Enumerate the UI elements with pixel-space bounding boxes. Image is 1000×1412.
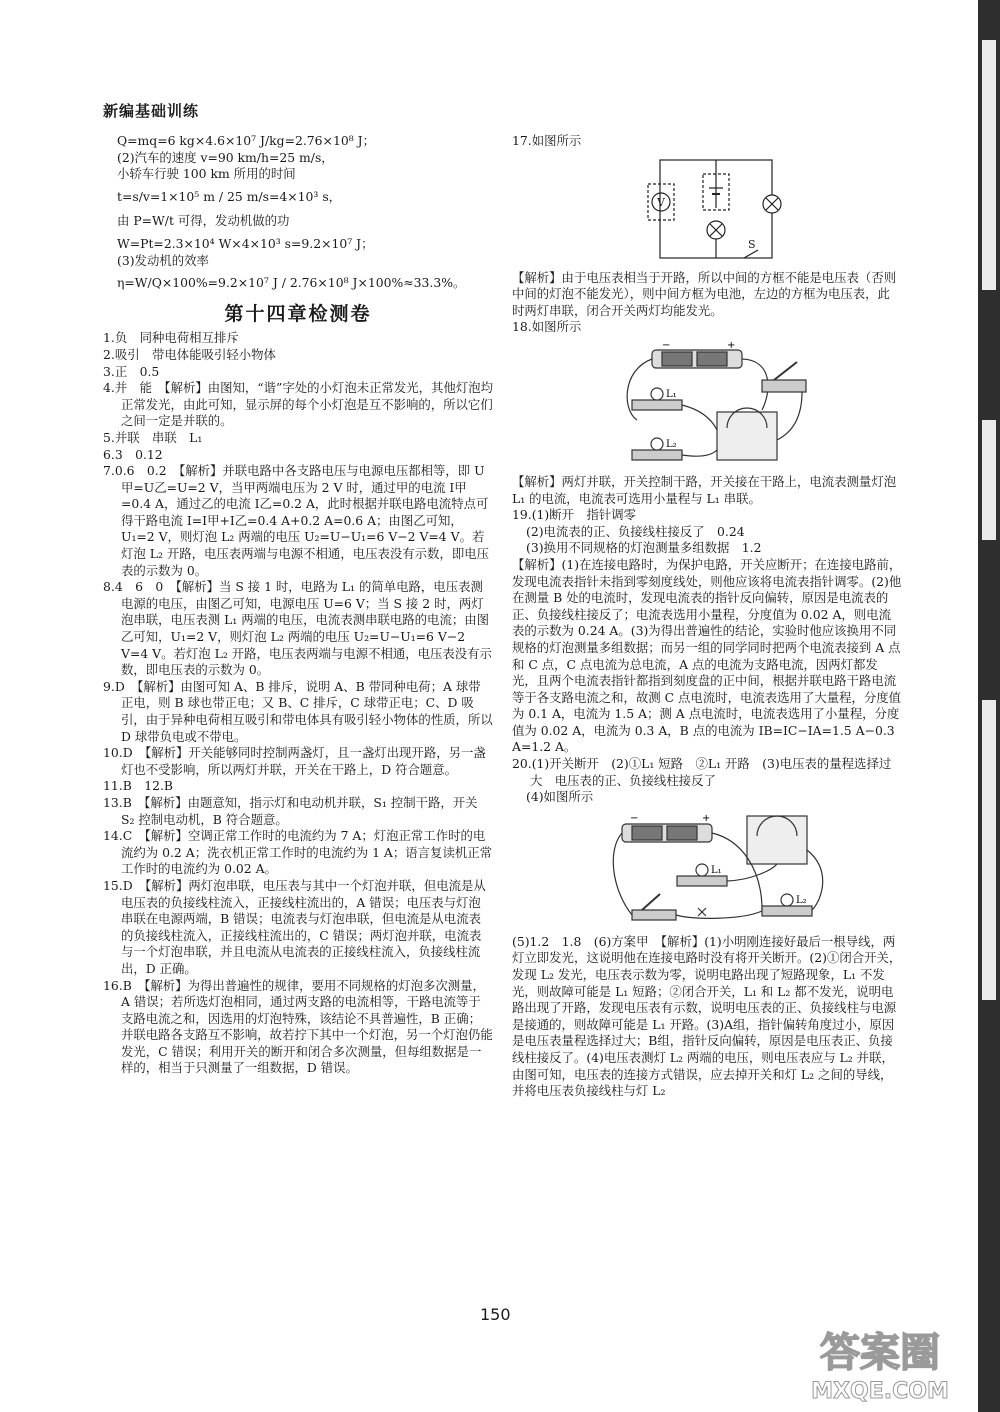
battery-icon bbox=[632, 826, 662, 840]
q17-analysis: 【解析】由于电压表相当于开路，所以中间的方框不能是电压表（否则中间的灯泡不能发光），则中间方框为电池，左边的方框为电压表，此时两灯串联，闭合开关两灯均能发光。 bbox=[512, 269, 897, 318]
switch-label: S bbox=[748, 237, 756, 251]
solution-line: (2)汽车的速度 v=90 km/h=25 m/s， bbox=[117, 149, 334, 165]
solution-line: η=W/Q×100%=9.2×10⁷ J / 2.76×10⁸ J×100%≈33.3%。 bbox=[117, 275, 466, 291]
answer-item: 8.4 6 0 【解析】当 S 接 1 时，电路为 L₁ 的简单电路，电压表测电源的电压，由图乙可知，电源电压 U=6 V；当 S 接 2 时，两灯泡串联，电压表测 L₁ 两端的电压，电流表测串联电路的电流；由图乙可知，U₁=2 V，则灯泡 L₂ 两端的电压 U₂=U−U₁=6 V−2 V=4 V。若灯泡 L₂ 开路，电压表两端与电源不相通，电压表没有示数，即电压表的示数为 0。 bbox=[103, 579, 492, 678]
solution-line: Q=mq=6 kg×4.6×10⁷ J/kg=2.76×10⁸ J； bbox=[117, 133, 375, 148]
watermark-logo bbox=[770, 1318, 990, 1406]
l1-label: L₁ bbox=[711, 864, 722, 876]
l2-label: L₂ bbox=[796, 894, 807, 906]
solution-line: 小轿车行驶 100 km 所用的时间 bbox=[117, 166, 296, 182]
watermark-url: MXQE.COM bbox=[811, 1379, 949, 1404]
answer-item: 9.D 【解析】由图可知 A、B 排斥，说明 A、B 带同种电荷；A 球带正电，则 B 球也带正电；又 B、C 排斥，C 球带正电；C、D 吸引，由于异种电荷相互吸引和带电体具有吸引轻小物体的性质，所以 D 球带负电或不带电。 bbox=[103, 678, 493, 744]
voltmeter-label: V bbox=[657, 195, 665, 209]
q20-analysis: (5)1.2 1.8 (6)方案甲 【解析】(1)小明刚连接好最后一根导线，两灯立即发光，这说明他在连接电路时没有将开关断开。(2)①闭合开关，发现 L₂ 发光，电压表示数为零，说明电路出现了短路现象，L₁ 不发光，则故障可能是 L₁ 短路；②闭合开关，L₁ 和 L₂ 都不发光，说明电路出现了开路，发现电压表有示数，说明电压表的正、负接线柱与电源是接通的，则故障可能是 L₁ 开路。(3)A组，指针偏转角度过小，原因是电压表量程选择过大；B组，指针反向偏转，原因是电压表正、负接线柱接反了。(4)电压表测灯 L₂ 两端的电压，则电压表应与 L₂ 并联，由图可知，电压表的连接方式错误，应去掉开关和灯 L₂ 之间的导线，并将电压表负接线柱与灯 L₂ bbox=[512, 933, 902, 1099]
plus-label: + bbox=[702, 812, 711, 824]
q19-line: (2)电流表的正、负接线柱接反了 0.24 bbox=[526, 523, 745, 539]
q18-circuit-photo bbox=[512, 340, 902, 470]
l2-label: L₂ bbox=[666, 438, 677, 450]
answer-item: 16.B 【解析】为得出普遍性的规律，要用不同规格的灯泡多次测量，A 错误；若所选灯泡相同，通过两支路的电流相等，干路电流等于支路电流之和，因选用的灯泡特殊，该结论不具普遍性，B 正确；并联电路各支路互不影响，故若拧下其中一个灯泡，另一个灯泡仍能发光，C 错误；利用开关的断开和闭合多次测量，但每组数据是一样的，相当于只测量了一组数据，D 错误。 bbox=[103, 977, 493, 1076]
circuit-wire bbox=[613, 833, 632, 915]
q18-analysis: 【解析】两灯并联，开关控制干路，开关接在干路上，电流表测量灯泡 L₁ 的电流，电流表可选用小量程与 L₁ 串联。 bbox=[512, 473, 897, 506]
right-column bbox=[512, 133, 902, 1100]
answer-item: 5.并联 串联 L₁ bbox=[103, 429, 203, 445]
answer-item: 10.D 【解析】开关能够同时控制两盏灯，且一盏灯出现开路，另一盏灯也不受影响，所以两灯并联，开关在干路上，D 符合题意。 bbox=[103, 745, 486, 777]
lamp-icon bbox=[651, 388, 663, 400]
answer-item: 15.D 【解析】两灯泡串联，电压表与其中一个灯泡并联，但电流是从电压表的负接线柱流入，正接线柱流出的，A 错误；电压表与灯泡串联在电源两端，B 错误；电流表与灯泡串联，但电流是从电流表的负接线柱流入，正接线柱流出的，C 错误；两灯泡并联，电流表与一个灯泡串联，并且电流从电流表的正接线柱流入，负接线柱流出，D 正确。 bbox=[103, 877, 486, 976]
page-header: 新编基础训练 bbox=[103, 102, 200, 120]
answer-item: 7.0.6 0.2 【解析】并联电路中各支路电压与电源电压都相等，即 U甲=U乙=U=2 V，当甲两端电压为 2 V 时，通过甲的电流 I甲=0.4 A，通过乙的电流 I乙=0.2 A，此时根据并联电路电流特点可得干路电流 I=I甲+I乙=0.4 A+0.2 A=0.6 A；由图乙可知，U₁=2 V，则灯泡 L₂ 两端的电压 U₂=U−U₁=6 V−2 V=4 V。若灯泡 L₂ 开路，电压表两端与电源不相通，电压表没有示数，即电压表的示数为 0。 bbox=[103, 463, 490, 578]
q20-circuit-svg bbox=[512, 810, 902, 930]
circuit-wire bbox=[682, 450, 717, 456]
ammeter-icon bbox=[717, 412, 777, 460]
circuit-wire bbox=[627, 359, 652, 420]
answer-item: 11.B 12.B bbox=[103, 778, 174, 794]
circuit-wire bbox=[682, 405, 717, 430]
answer-item: 4.并 能 【解析】由图知，“谐”字处的小灯泡未正常发光，其他灯泡均正常发光，由此可知，显示屏的每个小灯泡是互不影响的，所以它们之间一定是并联的。 bbox=[103, 380, 494, 429]
solution-line: W=Pt=2.3×10⁴ W×4×10³ s=9.2×10⁷ J； bbox=[117, 235, 374, 251]
circuit-wire bbox=[676, 911, 762, 918]
q17-title: 17.如图所示 bbox=[512, 133, 582, 148]
plus-label: + bbox=[727, 339, 736, 351]
lamp-icon bbox=[651, 438, 663, 450]
answer-list bbox=[103, 330, 493, 1077]
answer-item: 3.正 0.5 bbox=[103, 363, 160, 379]
answer-item: 6.3 0.12 bbox=[103, 446, 163, 462]
minus-label: − bbox=[662, 339, 671, 351]
switch-lever-icon bbox=[774, 362, 797, 380]
chapter-title: 第十四章检测卷 bbox=[224, 302, 372, 325]
q19-line: 19.(1)断开 指针调零 bbox=[512, 507, 636, 523]
switch-icon bbox=[744, 250, 758, 258]
lamp-holder-icon bbox=[677, 876, 727, 886]
solution-continuation bbox=[103, 133, 493, 292]
q20-line: (4)如图所示 bbox=[526, 789, 594, 805]
q19-analysis: 【解析】(1)在连接电路时，为保护电路，开关应断开；在连接电路前，发现电流表指针未指到零刻度线处，则他应该将电流表指针调零。(2)他在测量 B 处的电流时，发现电流表的指针反向偏转，原因是电流表的正、负接线柱接反了；电流表选用小量程，分度值为 0.02 A，则电流表的示数为 0.24 A。(3)为得出普遍性的结论，实验时他应该换用不同规格的灯泡测量多组数据；而另一组的同学同时把两个电流表接到 A 点和 C 点，C 点电流为总电流，A 点的电流为支路电流，因两灯都发光，且两个电流表指针都指到刻度盘的正中间，根据并联电路干路电流等于各支路电流之和，故测 C 点电流时，电流表选用了大量程，分度值为 0.1 A，电流为 1.5 A；测 A 点电流时，电流表选用了小量程，分度值为 0.02 A，电流为 0.3 A，B 点的电流为 IB=IC−IA=1.5 A−0.3 A=1.2 A。 bbox=[512, 556, 902, 755]
switch-lever-icon bbox=[642, 894, 660, 910]
answer-item: 14.C 【解析】空调正常工作时的电流约为 7 A；灯泡正常工作时的电流约为 0.2 A；洗衣机正常工作时的电流约为 1 A；语言复读机正常工作时的电流约为 0.02 A。 bbox=[103, 828, 493, 877]
circuit-wire bbox=[777, 392, 802, 440]
solution-line: 由 P=W/t 可得，发动机做的功 bbox=[117, 213, 290, 229]
lamp-holder-icon bbox=[632, 450, 682, 460]
q19-line: (3)换用不同规格的灯泡测量多组数据 1.2 bbox=[526, 540, 762, 556]
battery-icon bbox=[667, 826, 697, 840]
watermark-text: 答案圈 bbox=[820, 1330, 940, 1376]
edge-block bbox=[982, 700, 996, 1000]
switch-icon bbox=[762, 380, 806, 392]
solution-line: t=s/v=1×10⁵ m / 25 m/s=4×10³ s， bbox=[117, 188, 342, 204]
answer-item: 13.B 【解析】由题意知，指示灯和电动机并联，S₁ 控制干路，开关 S₂ 控制电动机，B 符合题意。 bbox=[103, 794, 478, 827]
left-column bbox=[103, 133, 493, 1077]
edge-block bbox=[982, 40, 996, 290]
edge-block bbox=[982, 420, 996, 540]
page-number: 150 bbox=[480, 1305, 511, 1324]
q18-circuit-svg bbox=[512, 340, 902, 470]
l1-label: L₁ bbox=[666, 388, 677, 400]
lamp-icon bbox=[781, 894, 793, 906]
q17-circuit-diagram bbox=[512, 154, 902, 266]
battery-icon bbox=[662, 352, 692, 366]
minus-label: − bbox=[630, 812, 639, 824]
switch-icon bbox=[632, 910, 676, 920]
voltmeter-icon bbox=[747, 816, 807, 864]
page-edge-strip bbox=[978, 0, 1000, 1412]
battery-icon bbox=[697, 352, 727, 366]
answer-item: 1.负 同种电荷相互排斥 bbox=[103, 330, 239, 346]
q20-line: 20.(1)开关断开 (2)①L₁ 短路 ②L₁ 开路 (3)电压表的量程选择过大 电压表的正、负接线柱接反了 bbox=[512, 756, 892, 788]
q17-circuit-svg bbox=[512, 154, 902, 266]
q18-title: 18.如图所示 bbox=[512, 319, 582, 335]
circuit-wire bbox=[807, 850, 823, 910]
answer-item: 2.吸引 带电体能吸引轻小物体 bbox=[103, 346, 276, 362]
q20-circuit-photo bbox=[512, 810, 902, 930]
lamp-icon bbox=[696, 864, 708, 876]
lamp-holder-icon bbox=[632, 400, 682, 410]
lamp-holder-icon bbox=[762, 906, 812, 916]
solution-line: (3)发动机的效率 bbox=[117, 252, 209, 268]
